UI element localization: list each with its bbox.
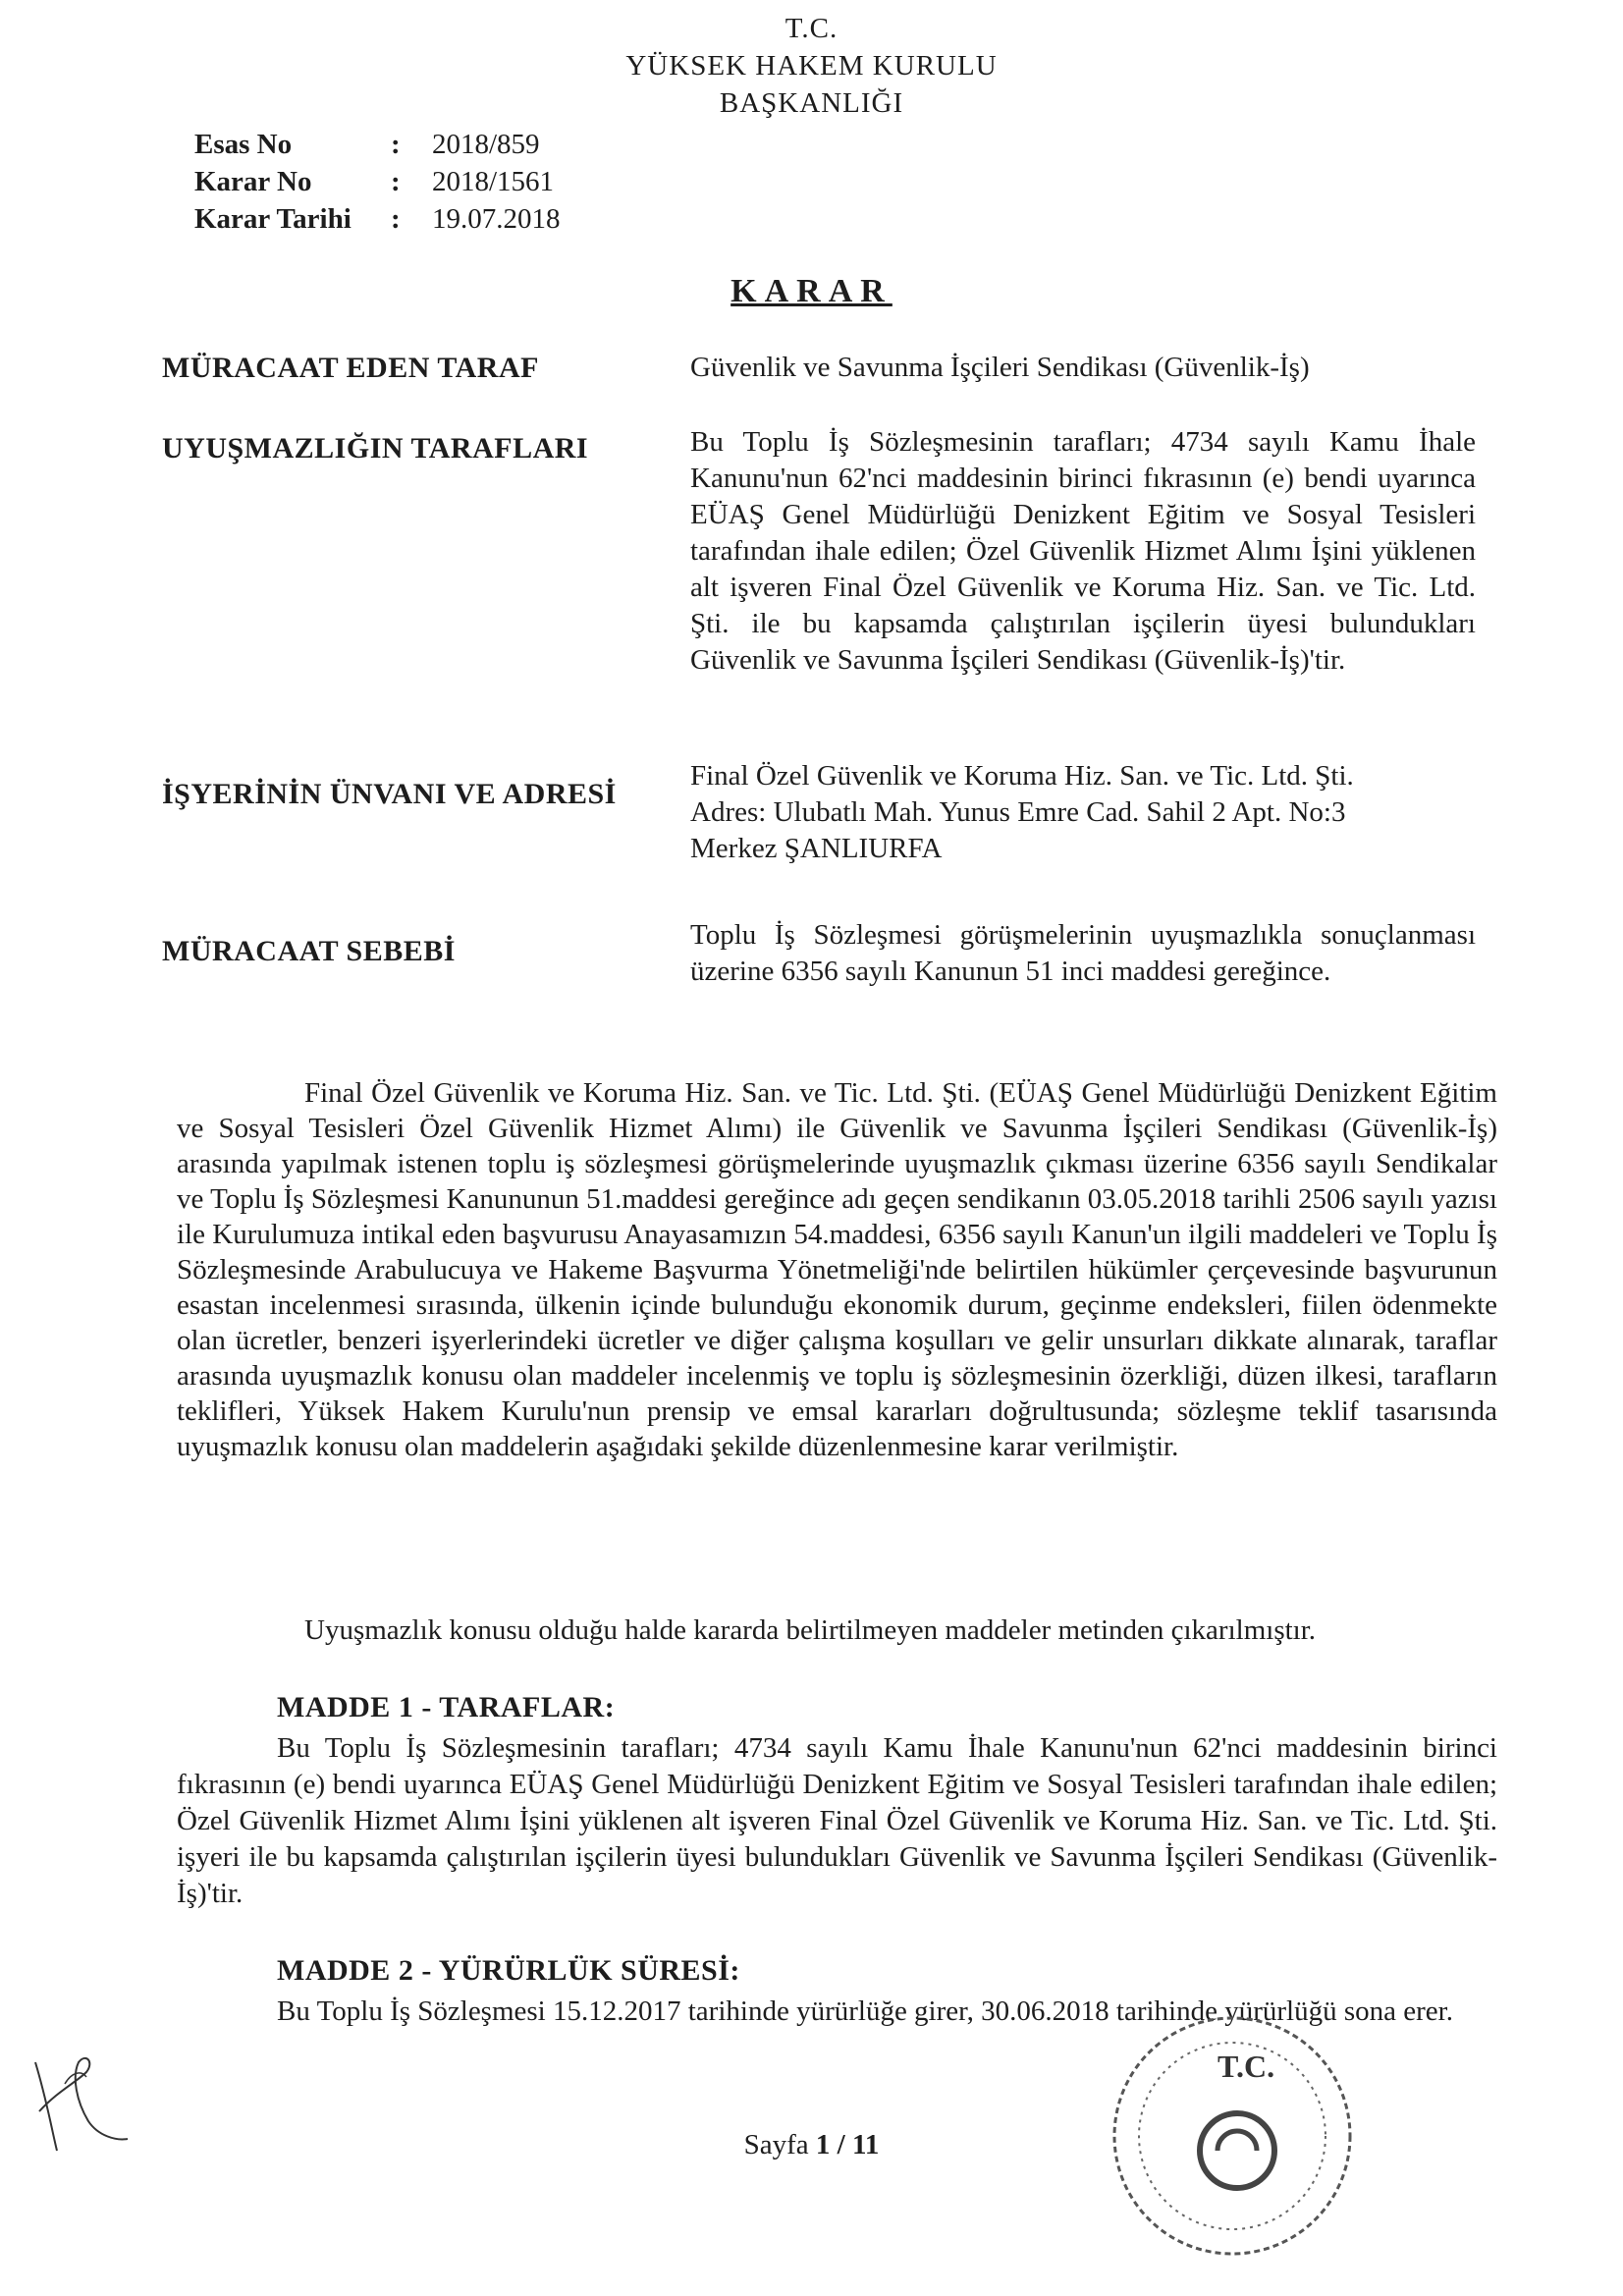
section-value-parties: Bu Toplu İş Sözleşmesinin tarafları; 4734 sayılı Kamu İhale Kanunu'nun 62'nci maddesinin birinci fıkrasının (e) bendi uyarınca EÜAŞ Genel Müdürlüğü Denizkent Eğitim ve Sosyal Tesisleri tarafından ihale edilen; Özel Güvenlik Hizmet Alımı İşini yüklenen alt işveren Final Özel Güvenlik ve Koruma Hiz. San. ve Tic. Ltd. Şti. ile bu kapsamda çalıştırılan işçilerin üyesi bulundukları Güvenlik ve Savunma İşçileri Sendikası (Güvenlik-İş)'tir. [690, 426, 1476, 676]
meta-row-esas [194, 126, 561, 163]
case-meta [194, 126, 561, 238]
seal-text: T.C. [1217, 2049, 1275, 2084]
article-1-text: Bu Toplu İş Sözleşmesinin tarafları; 4734 sayılı Kamu İhale Kanunu'nun 62'nci maddesinin birinci fıkrasının (e) bendi uyarınca EÜAŞ Genel Müdürlüğü Denizkent Eğitim ve Sosyal Tesisleri tarafından ihale edilen; Özel Güvenlik Hizmet Alımı İşini yüklenen alt işveren Final Özel Güvenlik ve Koruma Hiz. San. ve Tic. Ltd. Şti. işyeri ile bu kapsamda çalıştırılan işçilerin üyesi bulundukları Güvenlik ve Savunma İşçileri Sendikası (Güvenlik-İş)'tir. [177, 1732, 1497, 1909]
workplace-line: Adres: Ulubatlı Mah. Yunus Emre Cad. Sahil 2 Apt. No:3 [690, 796, 1346, 828]
decision-title: KARAR [730, 273, 893, 309]
meta-colon: : [391, 166, 401, 197]
section-value-applicant: Güvenlik ve Savunma İşçileri Sendikası (Güvenlik-İş) [690, 352, 1310, 383]
meta-label: Karar Tarihi [194, 203, 352, 235]
section-label-applicant: MÜRACAAT EDEN TARAF [162, 352, 539, 384]
handwritten-initials [18, 2033, 135, 2160]
page-number [0, 2129, 1623, 2161]
meta-colon: : [391, 203, 401, 235]
meta-label: Karar No [194, 166, 312, 197]
section-value-reason: Toplu İş Sözleşmesi görüşmelerinin uyuşmazlıkla sonuçlanması üzerine 6356 sayılı Kanunun 51 inci maddesi gereğince. [690, 919, 1476, 987]
meta-row-karar [194, 163, 561, 200]
header-institution: YÜKSEK HAKEM KURULU [625, 50, 998, 82]
section-label-workplace: İŞYERİNİN ÜNVANI VE ADRESİ [162, 778, 617, 810]
article-2-text: Bu Toplu İş Sözleşmesi 15.12.2017 tarihinde yürürlüğe girer, 30.06.2018 tarihinde yürürlüğü sona erer. [277, 1995, 1453, 2027]
meta-value: 2018/1561 [432, 166, 555, 197]
section-label-reason: MÜRACAAT SEBEBİ [162, 935, 456, 967]
page-value: 1 / 11 [815, 2129, 880, 2160]
body-paragraph-note: Uyuşmazlık konusu olduğu halde kararda belirtilmeyen maddeler metinden çıkarılmıştır. [304, 1614, 1317, 1646]
meta-row-tarih [194, 200, 561, 238]
header-tc: T.C. [784, 13, 839, 44]
header-presidency: BAŞKANLIĞI [719, 87, 904, 119]
article-2-heading: MADDE 2 - YÜRÜRLÜK SÜRESİ: [277, 1954, 740, 1987]
meta-value: 19.07.2018 [432, 203, 561, 235]
meta-value: 2018/859 [432, 129, 540, 160]
article-1-heading: MADDE 1 - TARAFLAR: [277, 1691, 616, 1723]
workplace-line: Merkez ŞANLIURFA [690, 833, 943, 864]
meta-colon: : [391, 129, 401, 160]
page-prefix: Sayfa [743, 2129, 809, 2160]
section-value-workplace [690, 758, 1476, 867]
workplace-line: Final Özel Güvenlik ve Koruma Hiz. San. ve Tic. Ltd. Şti. [690, 760, 1354, 792]
meta-label: Esas No [194, 129, 293, 160]
official-seal [1100, 2003, 1365, 2269]
section-label-parties: UYUŞMAZLIĞIN TARAFLARI [162, 432, 589, 465]
body-paragraph: Final Özel Güvenlik ve Koruma Hiz. San. ve Tic. Ltd. Şti. (EÜAŞ Genel Müdürlüğü Denizkent Eğitim ve Sosyal Tesisleri Özel Güvenlik Hizmet Alımı) ile Güvenlik ve Savunma İşçileri Sendikası (Güvenlik-İş) arasında yapılmak istenen toplu iş sözleşmesi görüşmelerinde uyuşmazlık çıkması üzerine 6356 sayılı Sendikalar ve Toplu İş Sözleşmesi Kanununun 51.maddesi gereğince adı geçen sendikanın 03.05.2018 tarihli 2506 sayılı yazısı ile Kurulumuza intikal eden başvurusu Anayasamızın 54.maddesi, 6356 sayılı Kanun'un ilgili maddeleri ve Toplu İş Sözleşmesinde Arabulucuya ve Hakeme Başvurma Yönetmeliği'nde belirtilen hükümler çerçevesinde başvurunun esastan incelenmesi sırasında, ülkenin içinde bulunduğu ekonomik durum, geçinme endeksleri, fiilen ödenmekte olan ücretler, benzeri işyerlerindeki ücretler ve diğer çalışma koşulları ve gelir unsurları dikkate alınarak, taraflar arasında uyuşmazlık konusu olan maddeler incelenmiş ve toplu iş sözleşmesinin özerkliği, düzen ilkesi, tarafların teklifleri, Yüksek Hakem Kurulu'nun prensip ve emsal kararları doğrultusunda; sözleşme teklif tasarısında uyuşmazlık konusu olan maddelerin aşağıdaki şekilde düzenlenmesine karar verilmiştir. [177, 1077, 1497, 1462]
